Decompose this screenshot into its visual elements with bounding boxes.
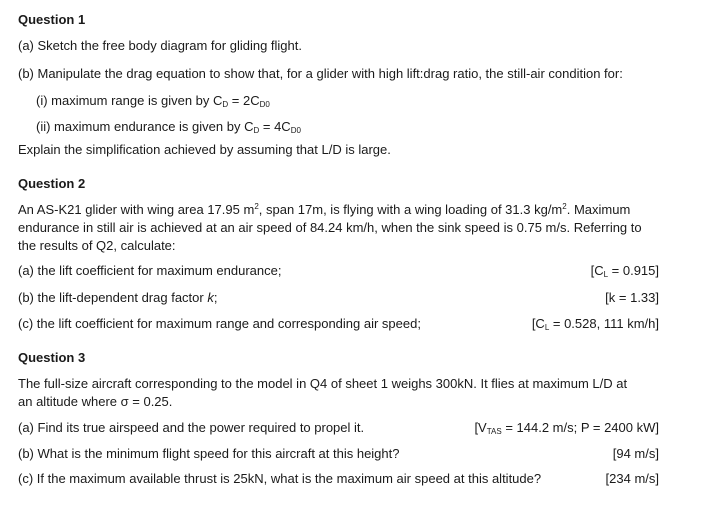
q3-part-b-answer: [94 m/s] (612, 446, 659, 461)
q1-explain: Explain the simplification achieved by assuming that L/D is large. (18, 142, 391, 157)
q3-part-a-answer: [$V_{TAS} = 144.2$ m/s; P = 2400 kW] (474, 420, 659, 436)
q2-part-b: (b) the lift-dependent drag factor k; (18, 290, 218, 305)
q2-part-a-answer: $[C_L = 0.915]$ (590, 263, 659, 279)
q3-intro-line-2: an altitude where σ = 0.25. (18, 394, 173, 409)
q1-heading: Question 1 (18, 12, 86, 27)
q2-intro-line-2: endurance in still air is achieved at an air speed of 84.24 km/h, when the sink speed is 0.75 m/s. Referring to (18, 220, 642, 235)
q2-part-c-answer: [$C_L = 0.528$, 111 km/h] (531, 316, 659, 332)
q3-part-c-answer: [234 m/s] (605, 471, 659, 486)
q1-part-b-i: (i) maximum range is given by $C_D = 2C_{D0}$ (36, 93, 270, 109)
q1-part-b: (b) Manipulate the drag equation to show that, for a glider with high lift:drag ratio, the still-air condition for: (18, 66, 623, 81)
q2-part-c: (c) the lift coefficient for maximum range and corresponding air speed; (18, 316, 421, 331)
q3-part-a: (a) Find its true airspeed and the power required to propel it. (18, 420, 365, 435)
q3-part-b: (b) What is the minimum flight speed for this aircraft at this height? (18, 446, 400, 461)
q1-part-a: (a) Sketch the free body diagram for gliding flight. (18, 38, 302, 53)
q3-heading: Question 3 (18, 350, 86, 365)
q3-part-c: (c) If the maximum available thrust is 25kN, what is the maximum air speed at this altitude? (18, 471, 542, 486)
q3-intro-line-1: The full-size aircraft corresponding to the model in Q4 of sheet 1 weighs 300kN. It flies at maximum L/D at (18, 376, 628, 391)
q2-intro-line-1: An AS-K21 glider with wing area 17.95 $m^2$, span 17m, is flying with a wing loading of 31.3 $kg/m^2$. Maximum (18, 202, 631, 217)
q2-part-a: (a) the lift coefficient for maximum endurance; (18, 263, 282, 278)
q2-heading: Question 2 (18, 176, 86, 191)
q2-part-b-answer: [k = 1.33] (605, 290, 659, 305)
q2-intro-line-3: the results of Q2, calculate: (18, 238, 176, 253)
q1-part-b-ii: (ii) maximum endurance is given by $C_D = 4C_{D0}$ (36, 119, 301, 135)
